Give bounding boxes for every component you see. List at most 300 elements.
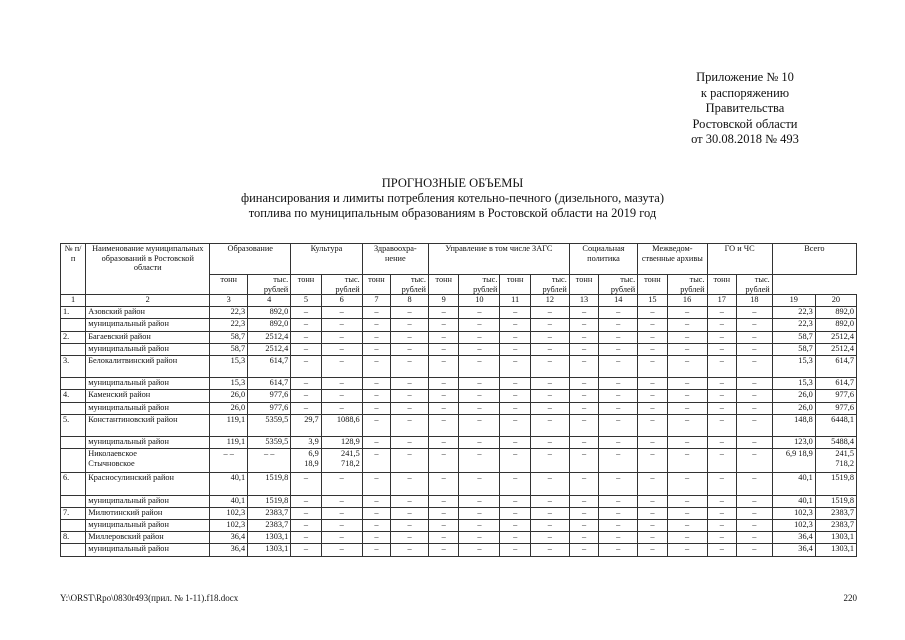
table-cell: 1303,1 (248, 532, 291, 544)
table-cell: 1519,8 (248, 495, 291, 507)
table-cell: – (291, 473, 321, 495)
table-cell: – (638, 507, 667, 519)
table-row (61, 331, 857, 343)
table-cell: 22,3 (210, 307, 248, 319)
table-cell: – (459, 519, 500, 531)
table-cell: – (362, 414, 390, 436)
table-cell: – – (248, 449, 291, 473)
table-cell: – (638, 495, 667, 507)
table-cell: – (667, 331, 707, 343)
row-number (61, 378, 86, 390)
table-cell: – (391, 355, 429, 377)
row-number (61, 343, 86, 355)
unit-tons: тонн (638, 275, 667, 295)
table-cell: – (428, 532, 458, 544)
table-cell: 614,7 (248, 378, 291, 390)
table-cell: – (428, 378, 458, 390)
table-cell: 128,9 (321, 437, 362, 449)
table-cell: – (736, 532, 772, 544)
table-cell: – (530, 544, 569, 556)
column-number: 13 (569, 295, 598, 307)
table-cell: – (459, 544, 500, 556)
table-cell: – (569, 473, 598, 495)
table-cell: – (530, 473, 569, 495)
table-cell: – (428, 343, 458, 355)
table-cell: – (530, 307, 569, 319)
table-cell: – (569, 495, 598, 507)
table-cell: – (428, 402, 458, 414)
table-cell: – (707, 319, 736, 331)
column-number: 19 (772, 295, 815, 307)
municipality-name: Милютинский район (86, 507, 210, 519)
table-cell: – (459, 532, 500, 544)
table-cell: – (530, 343, 569, 355)
table-cell: – (707, 449, 736, 473)
table-cell: 1519,8 (248, 473, 291, 495)
table-cell: – (707, 414, 736, 436)
footer-file-path: Y:\ORST\Rpo\0830r493(прил. № 1-11).f18.docx (60, 593, 239, 603)
document-heading (0, 176, 905, 221)
table-cell: – (599, 390, 638, 402)
municipality-name: Константиновский район (86, 414, 210, 436)
table-cell: – (500, 437, 530, 449)
unit-thousand-rubles: тыс. рублей (599, 275, 638, 295)
table-cell: – (459, 378, 500, 390)
table-cell: – (736, 449, 772, 473)
footer-page-number: 220 (843, 593, 857, 603)
table-row (61, 343, 857, 355)
table-cell: – (428, 414, 458, 436)
unit-tons: тонн (428, 275, 458, 295)
table-cell: 29,7 (291, 414, 321, 436)
table-cell: – (638, 402, 667, 414)
table-cell: – (428, 507, 458, 519)
table-cell: – (459, 343, 500, 355)
table-cell: 5359,5 (248, 437, 291, 449)
municipality-name: муниципальный район (86, 495, 210, 507)
table-cell: – (391, 473, 429, 495)
table-cell: – (362, 437, 390, 449)
table-cell: – (638, 519, 667, 531)
table-cell: – (530, 390, 569, 402)
table-cell: – (638, 532, 667, 544)
table-cell: – (500, 378, 530, 390)
table-cell: – (500, 390, 530, 402)
table-cell: 15,3 (772, 378, 815, 390)
table-cell: – (707, 378, 736, 390)
column-number: 17 (707, 295, 736, 307)
table-cell: 977,6 (248, 402, 291, 414)
table-cell: – (391, 495, 429, 507)
table-cell: – (667, 414, 707, 436)
table-cell: – (707, 519, 736, 531)
table-cell: 119,1 (210, 437, 248, 449)
table-cell: 15,3 (210, 355, 248, 377)
table-cell: 892,0 (815, 319, 856, 331)
table-cell: – (321, 532, 362, 544)
table-cell: – (500, 519, 530, 531)
table-cell: – (667, 473, 707, 495)
table-cell: 22,3 (210, 319, 248, 331)
table-cell: – (321, 307, 362, 319)
table-cell: – (362, 473, 390, 495)
table-cell: – (459, 473, 500, 495)
appendix-line: Ростовской области (692, 116, 798, 131)
table-cell: 892,0 (248, 307, 291, 319)
table-cell: – (736, 437, 772, 449)
unit-thousand-rubles: тыс. рублей (321, 275, 362, 295)
table-cell: 40,1 (210, 473, 248, 495)
table-cell: – (667, 449, 707, 473)
table-cell: – (428, 544, 458, 556)
table-cell: – (569, 437, 598, 449)
table-cell: 2512,4 (248, 331, 291, 343)
municipality-name: муниципальный район (86, 544, 210, 556)
table-cell: – (569, 319, 598, 331)
header-group: Всего (772, 244, 856, 275)
table-cell: – (569, 355, 598, 377)
unit-tons: тонн (362, 275, 390, 295)
table-cell: – (321, 355, 362, 377)
header-group: Здравоохра-нение (362, 244, 428, 275)
table-cell: 1303,1 (815, 532, 856, 544)
table-cell: 58,7 (772, 331, 815, 343)
table-cell: – (667, 544, 707, 556)
table-row (61, 378, 857, 390)
appendix-block (600, 70, 890, 148)
table-cell: – (638, 378, 667, 390)
table-cell: – (667, 507, 707, 519)
table-cell: – (291, 532, 321, 544)
table-cell: 2512,4 (815, 331, 856, 343)
table-row (61, 437, 857, 449)
table-cell: – (428, 390, 458, 402)
table-cell: – (291, 495, 321, 507)
table-cell: – (500, 343, 530, 355)
header-group: ГО и ЧС (707, 244, 772, 275)
municipality-name: Азовский район (86, 307, 210, 319)
table-cell: – (736, 544, 772, 556)
table-cell: – (391, 343, 429, 355)
table-cell: – (459, 331, 500, 343)
table-cell: 102,3 (210, 519, 248, 531)
column-number: 7 (362, 295, 390, 307)
municipality-name: Красносулинский район (86, 473, 210, 495)
table-cell: – (667, 532, 707, 544)
table-cell: 58,7 (210, 343, 248, 355)
table-cell: 614,7 (815, 378, 856, 390)
table-cell: – (736, 331, 772, 343)
row-number (61, 437, 86, 449)
table-cell: 6448,1 (815, 414, 856, 436)
header-group: Культура (291, 244, 362, 275)
table-cell: – (291, 519, 321, 531)
table-cell: – (736, 355, 772, 377)
table-cell: 58,7 (772, 343, 815, 355)
municipality-name: Белокалитвинский район (86, 355, 210, 377)
column-number: 3 (210, 295, 248, 307)
table-cell: 40,1 (210, 495, 248, 507)
table-cell: 2512,4 (815, 343, 856, 355)
table-cell: – (391, 449, 429, 473)
municipality-name: муниципальный район (86, 519, 210, 531)
table-row (61, 402, 857, 414)
table-cell: 614,7 (815, 355, 856, 377)
table-cell: – (321, 402, 362, 414)
table-row (61, 495, 857, 507)
table-cell: – (569, 544, 598, 556)
table-cell: – (459, 507, 500, 519)
table-cell: – (667, 402, 707, 414)
table-cell: – (530, 532, 569, 544)
table-cell: – (362, 343, 390, 355)
table-cell: – (428, 473, 458, 495)
table-cell: – (500, 507, 530, 519)
table-cell: – (638, 437, 667, 449)
heading-subtitle: топлива по муниципальным образованиям в Ростовской области на 2019 год (248, 206, 657, 220)
header-group: Межведом-ственные архивы (638, 244, 707, 275)
table-cell: – (599, 544, 638, 556)
table-cell: 36,4 (772, 544, 815, 556)
table-cell: – (569, 414, 598, 436)
table-cell: – (362, 402, 390, 414)
unit-thousand-rubles: тыс. рублей (248, 275, 291, 295)
table-cell: – (362, 390, 390, 402)
table-cell: – (500, 319, 530, 331)
unit-tons: тонн (500, 275, 530, 295)
table-row (61, 319, 857, 331)
table-cell: – (569, 390, 598, 402)
table-cell: 6,9 18,9 (772, 449, 815, 473)
table-cell: – (291, 331, 321, 343)
table-cell: – (391, 402, 429, 414)
table-cell: – (321, 507, 362, 519)
row-number (61, 402, 86, 414)
table-cell: – (500, 449, 530, 473)
column-number: 18 (736, 295, 772, 307)
table-row (61, 390, 857, 402)
table-cell: – (362, 319, 390, 331)
table-cell: – (391, 307, 429, 319)
row-number: 1. (61, 307, 86, 319)
table-cell: – (428, 355, 458, 377)
header-name: Наименование муниципальных образований в Ростовской области (86, 244, 210, 295)
table-cell: – (530, 331, 569, 343)
table-cell: – (599, 402, 638, 414)
row-number: 8. (61, 532, 86, 544)
header-num: № п/п (61, 244, 86, 295)
table-cell: – (291, 378, 321, 390)
table-cell: – (428, 307, 458, 319)
table-cell: – (736, 519, 772, 531)
row-number: 7. (61, 507, 86, 519)
table-cell: – (638, 355, 667, 377)
table-cell: – (736, 319, 772, 331)
unit-tons: тонн (210, 275, 248, 295)
table-cell: 40,1 (772, 495, 815, 507)
table-cell: 36,4 (210, 532, 248, 544)
table-cell: – (321, 544, 362, 556)
municipality-name: Миллеровский район (86, 532, 210, 544)
unit-thousand-rubles: тыс. рублей (736, 275, 772, 295)
table-cell: – (362, 378, 390, 390)
table-cell: – (500, 402, 530, 414)
table-cell: 241,5 718,2 (815, 449, 856, 473)
table-cell: – (500, 307, 530, 319)
table-cell: – (428, 519, 458, 531)
table-cell: – (667, 319, 707, 331)
table-cell: – (599, 343, 638, 355)
table-cell: 977,6 (815, 402, 856, 414)
table-cell: – (667, 307, 707, 319)
table-cell: – (638, 544, 667, 556)
table-cell: – (599, 378, 638, 390)
table-cell: – (391, 319, 429, 331)
table-cell: – (321, 519, 362, 531)
table-cell: – (362, 544, 390, 556)
table-cell: – (569, 378, 598, 390)
municipality-name: муниципальный район (86, 378, 210, 390)
table-cell: – (500, 532, 530, 544)
table-cell: – (707, 402, 736, 414)
table-cell: – (362, 507, 390, 519)
table-cell: 15,3 (210, 378, 248, 390)
table-cell: – (391, 519, 429, 531)
fuel-volumes-table (60, 243, 857, 557)
table-row (61, 519, 857, 531)
table-cell: – (667, 437, 707, 449)
table-cell: 241,5 718,2 (321, 449, 362, 473)
column-number: 4 (248, 295, 291, 307)
appendix-line: от 30.08.2018 № 493 (691, 132, 799, 147)
table-cell: – (321, 343, 362, 355)
table-cell: 977,6 (815, 390, 856, 402)
table-cell: – (736, 473, 772, 495)
table-cell: – (736, 307, 772, 319)
table-row (61, 532, 857, 544)
table-cell: – (599, 355, 638, 377)
table-cell: – (599, 449, 638, 473)
table-cell: – (599, 507, 638, 519)
table-cell: 6,9 18,9 (291, 449, 321, 473)
table-cell: – (291, 343, 321, 355)
table-cell: – (638, 414, 667, 436)
table-cell: – (667, 495, 707, 507)
table-cell: 977,6 (248, 390, 291, 402)
row-number (61, 319, 86, 331)
column-number: 12 (530, 295, 569, 307)
table-cell: 26,0 (210, 390, 248, 402)
table-cell: – (321, 495, 362, 507)
municipality-name: муниципальный район (86, 319, 210, 331)
table-cell: – (500, 544, 530, 556)
table-cell: – (638, 390, 667, 402)
table-cell: 892,0 (815, 307, 856, 319)
table-cell: 40,1 (772, 473, 815, 495)
table-cell: – (667, 390, 707, 402)
table-cell: – (500, 355, 530, 377)
table-cell: 36,4 (210, 544, 248, 556)
table-cell: – (599, 532, 638, 544)
column-number: 9 (428, 295, 458, 307)
table-cell: 22,3 (772, 307, 815, 319)
table-cell: – (667, 378, 707, 390)
table-cell: – (291, 319, 321, 331)
table-cell: – (291, 355, 321, 377)
table-cell: – (569, 402, 598, 414)
table-cell: – (321, 331, 362, 343)
table-cell: – (530, 449, 569, 473)
table-cell: – (291, 390, 321, 402)
table-cell: – (530, 414, 569, 436)
table-cell: – (707, 473, 736, 495)
table-cell: – (569, 532, 598, 544)
table-cell: – (667, 519, 707, 531)
row-number: 2. (61, 331, 86, 343)
unit-thousand-rubles: тыс. рублей (667, 275, 707, 295)
table-cell: – (736, 343, 772, 355)
row-number: 5. (61, 414, 86, 436)
column-number: 1 (61, 295, 86, 307)
table-cell: – (530, 378, 569, 390)
table-cell: – (459, 402, 500, 414)
table-cell: 15,3 (772, 355, 815, 377)
table-cell: – (736, 414, 772, 436)
table-cell: 2512,4 (248, 343, 291, 355)
table-cell: – (362, 307, 390, 319)
table-cell: 1303,1 (815, 544, 856, 556)
column-number: 8 (391, 295, 429, 307)
table-cell: – (362, 532, 390, 544)
table-cell: – (707, 544, 736, 556)
table-cell: – (707, 507, 736, 519)
table-cell: – (736, 402, 772, 414)
table-cell: – (291, 507, 321, 519)
municipality-name: Багаевский район (86, 331, 210, 343)
table-cell: 1303,1 (248, 544, 291, 556)
table-cell: – (428, 319, 458, 331)
table-cell: – (500, 331, 530, 343)
table-row (61, 473, 857, 495)
table-cell: – (291, 402, 321, 414)
table-row (61, 449, 857, 473)
row-number (61, 519, 86, 531)
unit-tons: тонн (569, 275, 598, 295)
table-cell: – (638, 307, 667, 319)
table-cell: – (321, 319, 362, 331)
municipality-name: муниципальный район (86, 343, 210, 355)
column-number: 2 (86, 295, 210, 307)
table-cell: – (638, 473, 667, 495)
table-row (61, 355, 857, 377)
table-cell: – (707, 532, 736, 544)
table-cell: – (707, 437, 736, 449)
table-cell: – (599, 307, 638, 319)
table-cell: 892,0 (248, 319, 291, 331)
table-cell: – (459, 449, 500, 473)
column-number: 5 (291, 295, 321, 307)
table-cell: – (530, 519, 569, 531)
unit-thousand-rubles: тыс. рублей (530, 275, 569, 295)
table-cell: – (736, 495, 772, 507)
table-cell: – (638, 343, 667, 355)
table-cell: – (291, 544, 321, 556)
table-cell: – (707, 307, 736, 319)
row-number: 4. (61, 390, 86, 402)
table-cell: 5359,5 (248, 414, 291, 436)
unit-tons: тонн (707, 275, 736, 295)
table-cell: – (500, 473, 530, 495)
